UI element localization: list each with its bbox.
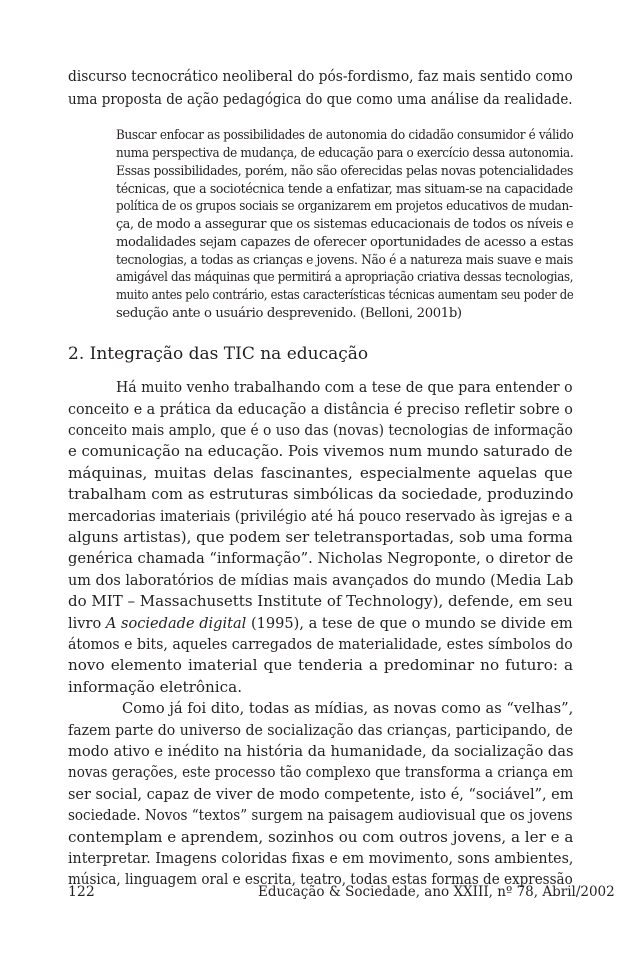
book-line-prefix: livro	[68, 614, 106, 632]
page-number: 122	[68, 884, 95, 900]
body-line: conceito mais amplo, que é o uso das (novas) tecnologias de informação	[68, 421, 573, 439]
quote-line: Buscar enfocar as possibilidades de autonomia do cidadão consumidor é válido	[116, 128, 574, 143]
body-line: conceito e a prática da educação a distância é preciso refletir sobre o	[68, 400, 573, 418]
quote-line: ça, de modo a assegurar que os sistemas educacionais de todos os níveis e	[116, 217, 574, 232]
body-line: Há muito venho trabalhando com a tese de que para entender o	[116, 378, 573, 396]
quote-citation-line: sedução ante o usuário desprevenido. (Belloni, 2001b)	[116, 306, 462, 321]
body-line: novas gerações, este processo tão complexo que transforma a criança em	[68, 763, 574, 781]
quote-line: técnicas, que a sociotécnica tende a enfatizar, mas situam-se na capacidade	[116, 182, 573, 197]
body-line: modo ativo e inédito na história da humanidade, da socialização das	[68, 742, 574, 760]
body-line: interpretar. Imagens coloridas fixas e em movimento, sons ambientes,	[68, 849, 574, 867]
quote-line: muito antes pelo contrário, estas características técnicas aumentam seu poder de	[116, 288, 574, 303]
quote-line: modalidades sejam capazes de oferecer oportunidades de acesso a estas	[116, 235, 574, 250]
quote-line: política de os grupos sociais se organizarem em projetos educativos de mudan-	[116, 199, 573, 214]
quote-line: amigável das máquinas que permitirá a apropriação criativa dessas tecnologias,	[116, 270, 574, 285]
body-line: alguns artistas), que podem ser teletransportadas, sob uma forma	[68, 528, 573, 546]
section-heading: 2. Integração das TIC na educação	[68, 344, 369, 364]
body-line: fazem parte do universo de socialização das crianças, participando, de	[68, 721, 573, 739]
body-line: trabalham com as estruturas simbólicas da sociedade, produzindo	[68, 485, 574, 503]
body-line: genérica chamada “informação”. Nicholas Negroponte, o diretor de	[68, 549, 574, 567]
book-line-suffix: (1995), a tese de que o mundo se divide em	[246, 614, 573, 632]
body-line: ser social, capaz de viver de modo competente, isto é, “sociável”, em	[68, 785, 574, 803]
body-line: Como já foi dito, todas as mídias, as novas como as “velhas”,	[122, 699, 574, 717]
body-line: contemplam e aprendem, sozinhos ou com outros jovens, a ler e a	[68, 828, 574, 846]
body-line: novo elemento imaterial que tenderia a predominar no futuro: a	[68, 656, 574, 674]
body-line: informação eletrônica.	[68, 678, 243, 696]
quote-line: Essas possibilidades, porém, não são oferecidas pelas novas potencialidades	[116, 164, 574, 179]
body-line-book-reference	[68, 614, 573, 632]
body-line: mercadorias imateriais (privilégio até há pouco reservado às igrejas e a	[68, 507, 573, 525]
body-line: e comunicação na educação. Pois vivemos num mundo saturado de	[68, 442, 573, 460]
body-line: música, linguagem oral e escrita, teatro, todas estas formas de expressão	[68, 870, 573, 888]
quote-line: tecnologias, a todas as crianças e jovens. Não é a natureza mais suave e mais	[116, 253, 573, 268]
book-title: A sociedade digital	[105, 614, 247, 632]
body-line: do MIT – Massachusetts Institute of Technology), defende, em seu	[68, 592, 573, 610]
body-line: um dos laboratórios de mídias mais avançados do mundo (Media Lab	[68, 571, 574, 589]
body-line: discurso tecnocrático neoliberal do pós-fordismo, faz mais sentido como	[68, 67, 573, 85]
journal-citation: Educação & Sociedade, ano XXIII, nº 78, Abril/2002	[258, 884, 615, 900]
body-line: sociedade. Novos “textos” surgem na paisagem audiovisual que os jovens	[68, 806, 573, 824]
body-line: átomos e bits, aqueles carregados de materialidade, estes símbolos do	[68, 635, 573, 653]
quote-line: numa perspectiva de mudança, de educação para o exercício dessa autonomia.	[116, 146, 574, 161]
body-line: uma proposta de ação pedagógica do que como uma análise da realidade.	[68, 90, 573, 108]
body-line: máquinas, muitas delas fascinantes, especialmente aquelas que	[68, 464, 573, 482]
